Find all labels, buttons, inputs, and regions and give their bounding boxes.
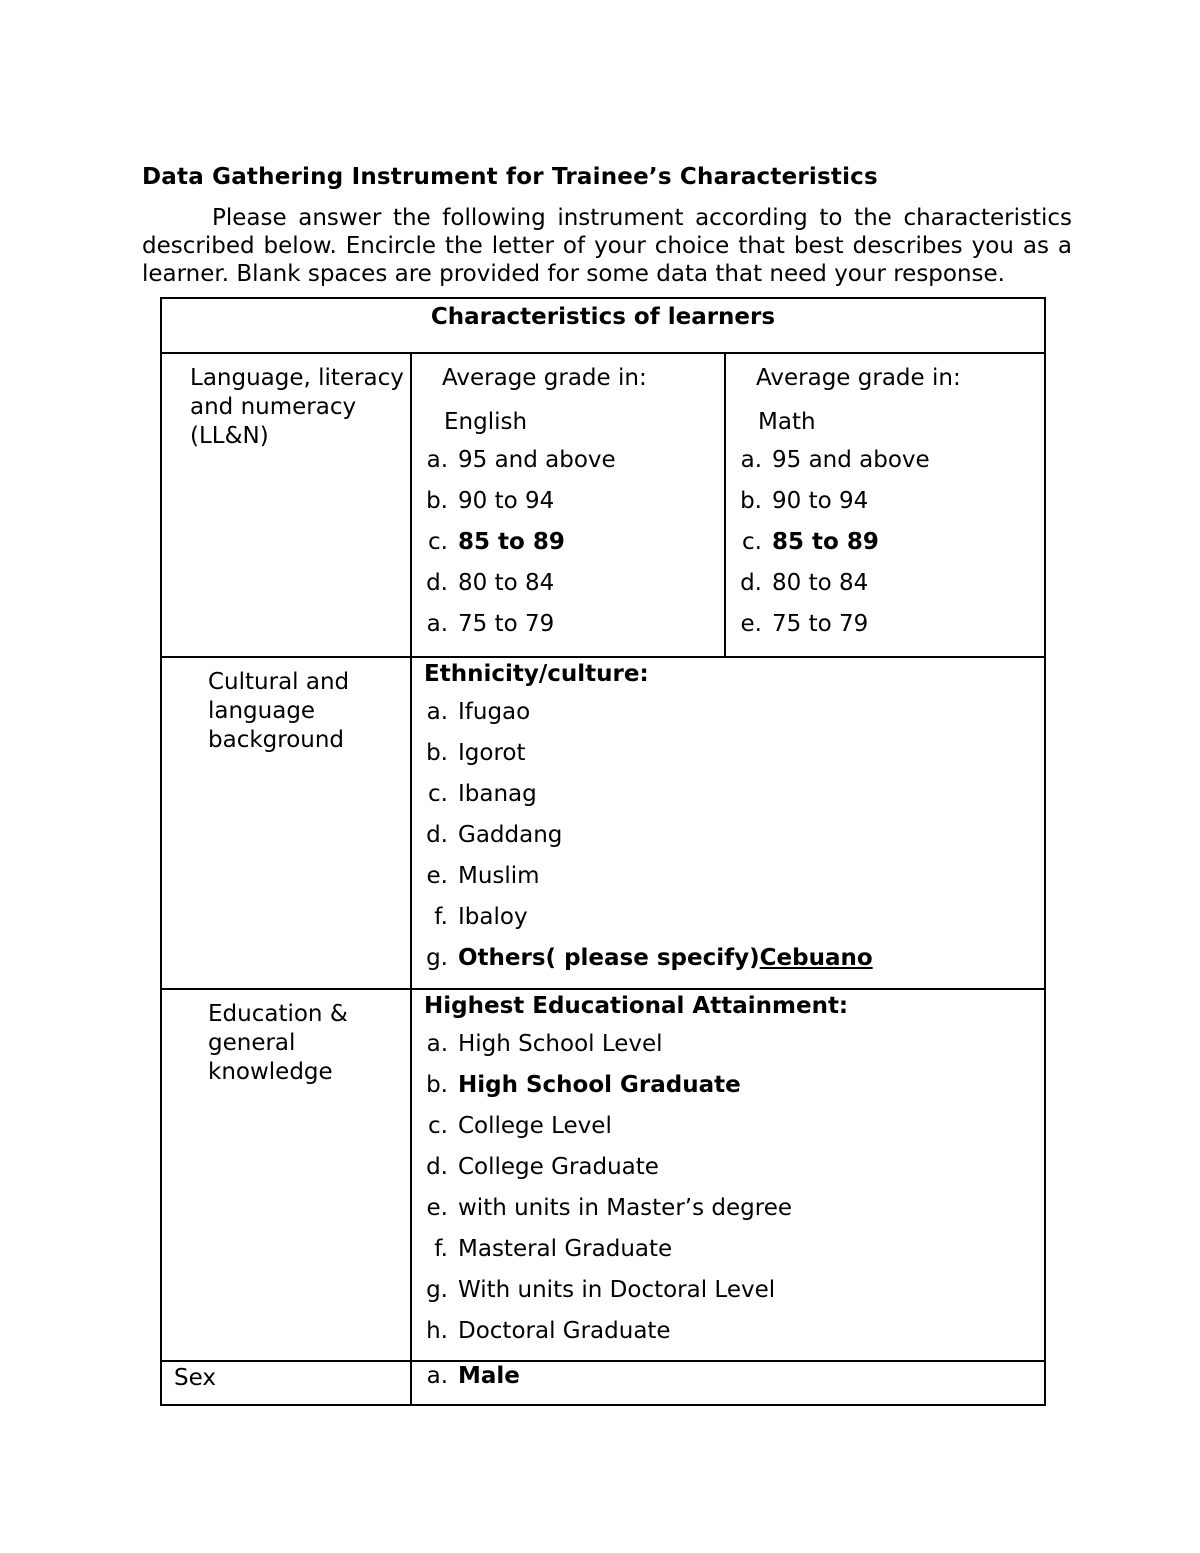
list-item[interactable]: a. 95 and above	[426, 447, 616, 473]
list-item-others[interactable]: g. Others( please specify)Cebuano	[426, 945, 873, 971]
others-answer-field[interactable]: Cebuano	[759, 945, 873, 971]
math-heading: Average grade in:	[756, 365, 961, 391]
sex-options	[412, 1356, 1044, 1397]
instructions-text: Please answer the following instrument according to the characteristics described below. Encircle the letter of your choice that best describes you as a learner. Blank spaces are provided for some data that need your response.	[142, 205, 1072, 287]
math-subject: Math	[758, 409, 816, 435]
sex-label-cell	[161, 1361, 411, 1405]
lln-label: Language, literacy and numeracy (LL&N)	[190, 365, 404, 449]
education-label: Education & general knowledge	[208, 1001, 348, 1085]
education-options	[412, 1024, 1044, 1352]
list-item[interactable]: e. 75 to 79	[740, 611, 869, 637]
education-label-cell	[161, 989, 411, 1361]
list-item[interactable]: b. 90 to 94	[426, 488, 555, 514]
document-title: Data Gathering Instrument for Trainee’s Characteristics	[142, 164, 878, 190]
list-item[interactable]: a. High School Level	[426, 1031, 663, 1057]
education-cell	[411, 989, 1045, 1361]
list-item[interactable]: c. College Level	[428, 1113, 612, 1139]
list-item[interactable]: a. 95 and above	[740, 447, 930, 473]
list-item[interactable]: a. Ifugao	[426, 699, 531, 725]
list-item[interactable]: d. Gaddang	[426, 822, 563, 848]
instructions-paragraph	[142, 204, 1072, 288]
cultural-label-cell	[161, 657, 411, 989]
list-item[interactable]: b. Igorot	[426, 740, 526, 766]
english-grade-cell	[411, 353, 725, 657]
english-heading: Average grade in:	[442, 365, 647, 391]
list-item[interactable]: a. 75 to 79	[426, 611, 555, 637]
characteristics-table	[160, 297, 1046, 1406]
cultural-label: Cultural and language background	[208, 669, 350, 753]
list-item[interactable]: d. 80 to 84	[740, 570, 869, 596]
education-heading: Highest Educational Attainment:	[424, 993, 849, 1019]
ethnicity-cell	[411, 657, 1045, 989]
list-item[interactable]: f. Ibaloy	[434, 904, 528, 930]
sex-label: Sex	[174, 1365, 216, 1391]
list-item[interactable]: b. 90 to 94	[740, 488, 869, 514]
list-item[interactable]: e. with units in Master’s degree	[426, 1195, 792, 1221]
list-item[interactable]: e. Muslim	[426, 863, 540, 889]
math-grade-cell	[725, 353, 1045, 657]
math-options	[726, 440, 1044, 645]
list-item-selected[interactable]: c. 85 to 89	[428, 529, 565, 555]
list-item[interactable]: c. Ibanag	[428, 781, 537, 807]
list-item-selected[interactable]: a. Male	[426, 1363, 520, 1389]
list-item-selected[interactable]: c. 85 to 89	[742, 529, 879, 555]
english-subject: English	[444, 409, 528, 435]
sex-cell	[411, 1361, 1045, 1405]
list-item[interactable]: h. Doctoral Graduate	[426, 1318, 671, 1344]
ethnicity-options	[412, 692, 1044, 979]
list-item[interactable]: g. With units in Doctoral Level	[426, 1277, 776, 1303]
list-item[interactable]: d. College Graduate	[426, 1154, 659, 1180]
english-options	[412, 440, 724, 645]
lln-label-cell	[161, 353, 411, 657]
list-item[interactable]: f. Masteral Graduate	[434, 1236, 673, 1262]
ethnicity-heading: Ethnicity/culture:	[424, 661, 649, 687]
list-item[interactable]: d. 80 to 84	[426, 570, 555, 596]
table-header: Characteristics of learners	[161, 298, 1045, 353]
list-item-selected[interactable]: b. High School Graduate	[426, 1072, 741, 1098]
